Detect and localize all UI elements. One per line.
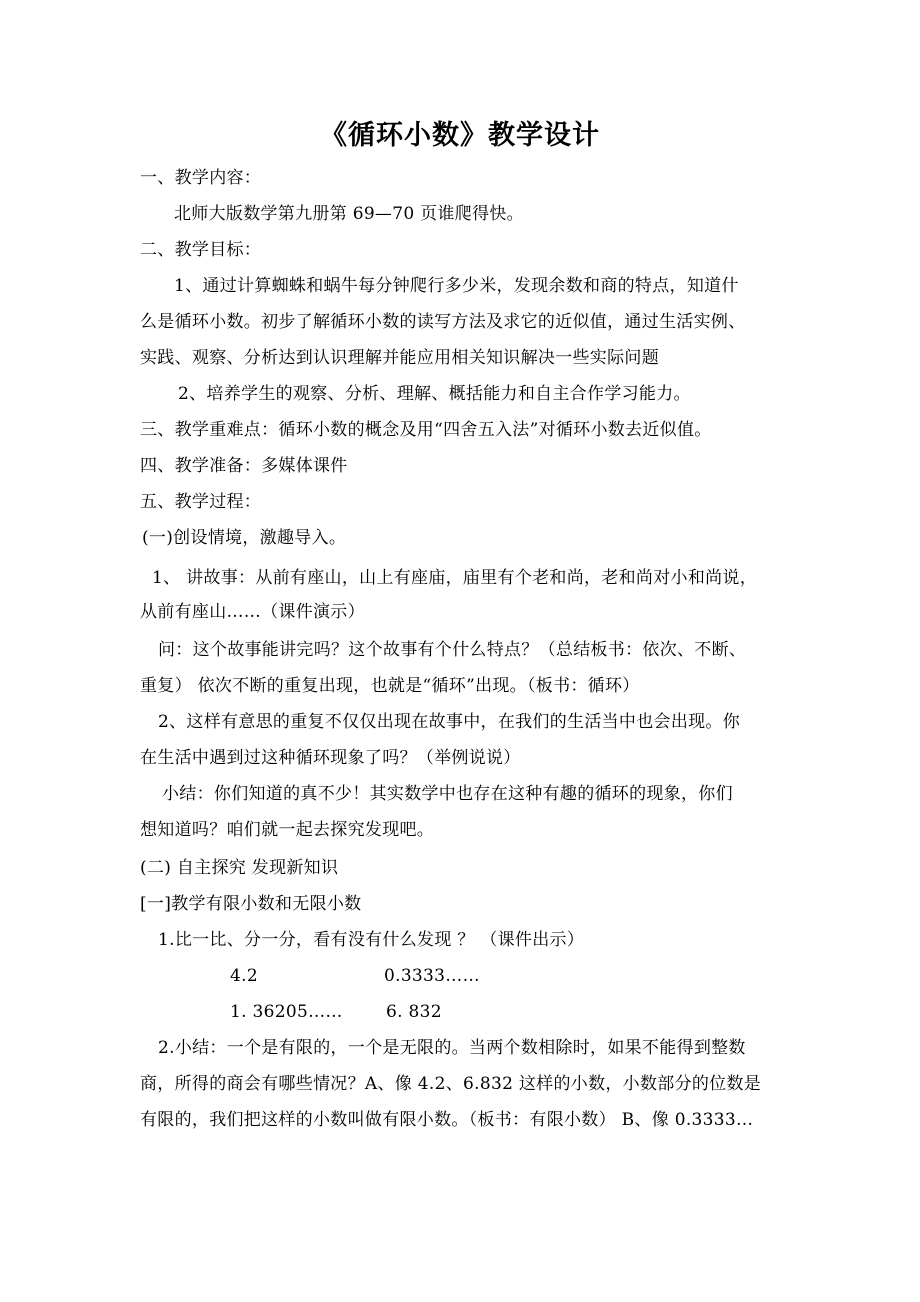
- paragraph-line: 1.比一比、分一分，看有没有什么发现 ？ （课件出示）: [158, 930, 585, 950]
- subsection-heading: [一]教学有限小数和无限小数: [140, 894, 362, 914]
- section-heading-key-points: 三、教学重难点：循环小数的概念及用“四舍五入法”对循环小数去近似值。: [140, 420, 712, 440]
- section-heading-content: 一、教学内容：: [140, 168, 262, 188]
- example-number: 4.2: [230, 966, 258, 986]
- paragraph-line: 重复） 依次不断的重复出现，也就是“循环”出现。（板书：循环）: [140, 676, 640, 696]
- document-title: 《循环小数》教学设计: [320, 120, 600, 151]
- paragraph-line: 从前有座山……（课件演示）: [140, 602, 365, 622]
- paragraph-line: 北师大版数学第九册第 69—70 页谁爬得快。: [174, 204, 524, 224]
- section-heading-process: 五、教学过程：: [140, 492, 262, 512]
- paragraph-line: 2、培养学生的观察、分析、理解、概括能力和自主合作学习能力。: [178, 384, 691, 404]
- paragraph-line: 1、通过计算蜘蛛和蜗牛每分钟爬行多少米，发现余数和商的特点，知道什: [174, 276, 739, 296]
- paragraph-line: 小结：你们知道的真不少！其实数学中也存在这种有趣的循环的现象，你们: [162, 784, 733, 804]
- paragraph-line: 问：这个故事能讲完吗？这个故事有个什么特点？（总结板书：依次、不断、: [158, 640, 747, 660]
- paragraph-line: 在生活中遇到过这种循环现象了吗？（举例说说）: [140, 748, 521, 768]
- paragraph-line: 2.小结：一个是有限的，一个是无限的。当两个数相除时，如果不能得到整数: [158, 1038, 746, 1058]
- section-heading-preparation: 四、教学准备：多媒体课件: [140, 456, 348, 476]
- section-heading-objectives: 二、教学目标：: [140, 240, 262, 260]
- subsection-heading: (二) 自主探究 发现新知识: [140, 858, 339, 878]
- paragraph-line: 有限的，我们把这样的小数叫做有限小数。（板书：有限小数） B、像 0.3333…: [140, 1110, 754, 1130]
- subsection-heading: (一)创设情境，激趣导入。: [142, 528, 347, 548]
- paragraph-line: 2、这样有意思的重复不仅仅出现在故事中，在我们的生活当中也会出现。你: [158, 712, 741, 732]
- paragraph-line: 么是循环小数。初步了解循环小数的读写方法及求它的近似值，通过生活实例、: [140, 312, 746, 332]
- paragraph-line: 实践、观察、分析达到认识理解并能应用相关知识解决一些实际问题: [140, 348, 659, 368]
- paragraph-line: 想知道吗？咱们就一起去探究发现吧。: [140, 820, 435, 840]
- example-number: 1. 36205……: [230, 1002, 343, 1022]
- example-number: 0.3333……: [384, 966, 480, 986]
- example-number: 6. 832: [386, 1002, 442, 1022]
- paragraph-line: 商，所得的商会有哪些情况？A、像 4.2、6.832 这样的小数，小数部分的位数是: [140, 1074, 762, 1094]
- paragraph-line: 1、 讲故事：从前有座山，山上有座庙，庙里有个老和尚，老和尚对小和尚说，: [152, 568, 758, 588]
